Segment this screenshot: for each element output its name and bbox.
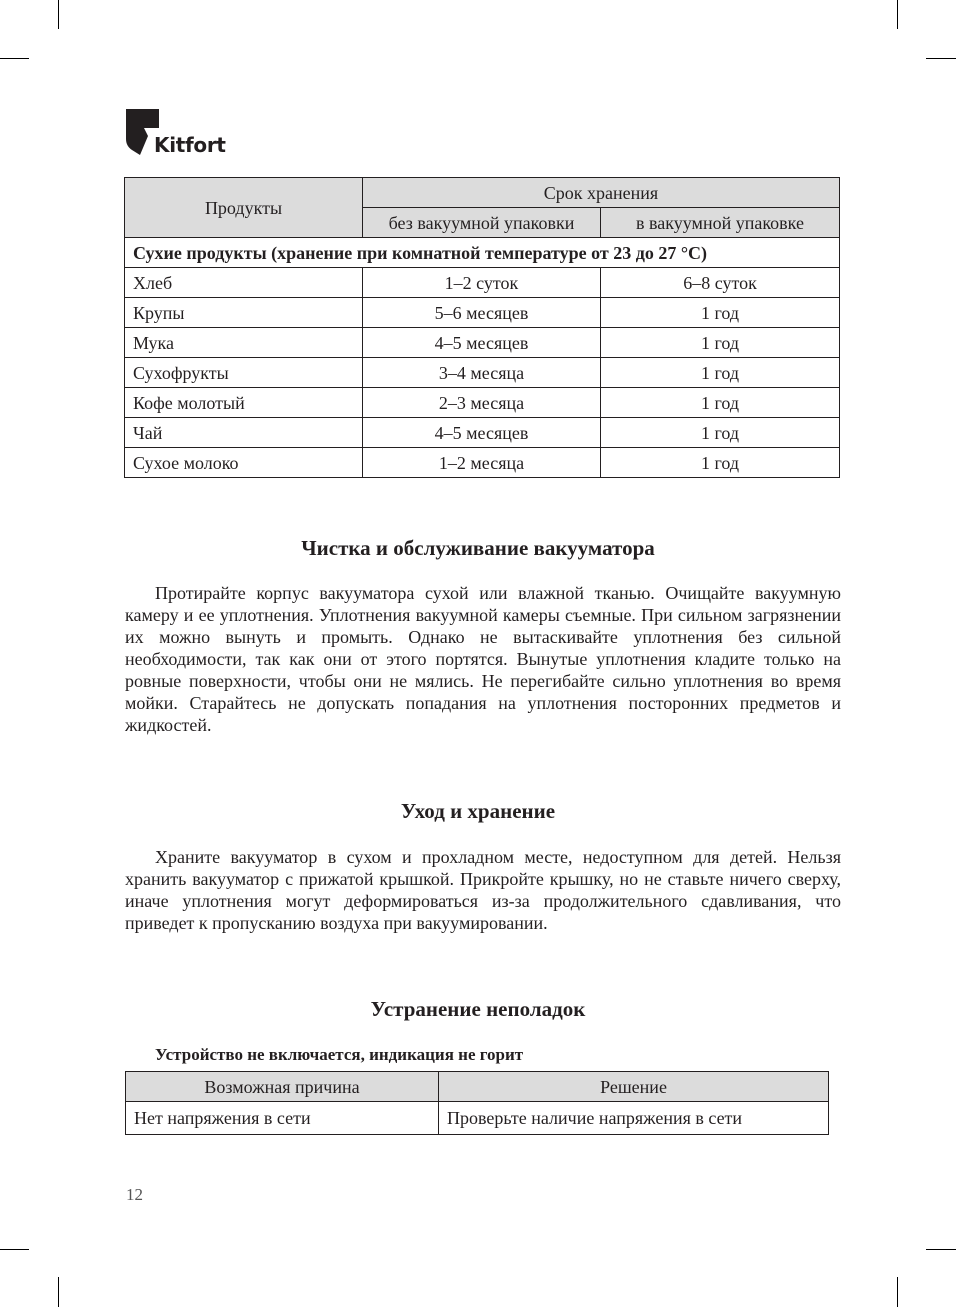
header-cause: Возможная причина — [126, 1072, 439, 1102]
table-row — [125, 358, 840, 388]
header-with-vacuum: в вакуумной упаковке — [601, 208, 840, 238]
table-row — [125, 418, 840, 448]
solution-cell: Проверьте наличие напряжения в сети — [439, 1102, 829, 1135]
table-row — [125, 448, 840, 478]
brand-name: Kitfort — [154, 133, 226, 157]
with-vacuum-cell: 1 год — [601, 328, 840, 358]
without-vacuum-cell: 1–2 суток — [363, 268, 601, 298]
crop-mark — [58, 0, 59, 29]
crop-mark — [897, 1277, 898, 1307]
brand-logo — [126, 109, 226, 159]
without-vacuum-cell: 3–4 месяца — [363, 358, 601, 388]
crop-mark — [926, 1249, 956, 1250]
cleaning-paragraph: Протирайте корпус вакууматора сухой или влажной тканью. Очищайте вакуумную камеру и ее уплотнения. Уплотнения вакуумной камеры съемные. При сильном загрязнении их можно вынуть и промыть. Однако не вытаскивайте уплотнения без сильной необходимости, так как они от этого портятся. Вынутые уплотнения кладите только на ровные поверхности, чтобы они не мялись. Не перегибайте сильно уплотнения во время мойки. Старайтесь не допускать попадания на уплотнения посторонних предметов и жидкостей. — [125, 583, 841, 735]
header-shelf-life: Срок хранения — [363, 178, 840, 208]
crop-mark — [58, 1277, 59, 1307]
with-vacuum-cell: 1 год — [601, 388, 840, 418]
header-without-vacuum: без вакуумной упаковки — [363, 208, 601, 238]
page-number: 12 — [126, 1185, 143, 1204]
cleaning-heading: Чистка и обслуживание вакууматора — [301, 536, 655, 560]
table-row — [125, 388, 840, 418]
header-products: Продукты — [125, 178, 363, 238]
with-vacuum-cell: 1 год — [601, 358, 840, 388]
with-vacuum-cell: 6–8 суток — [601, 268, 840, 298]
product-cell: Хлеб — [125, 268, 363, 298]
product-cell: Кофе молотый — [125, 388, 363, 418]
product-cell: Крупы — [125, 298, 363, 328]
product-cell: Мука — [125, 328, 363, 358]
table-row — [125, 328, 840, 358]
product-cell: Сухофрукты — [125, 358, 363, 388]
product-cell: Сухое молоко — [125, 448, 363, 478]
without-vacuum-cell: 4–5 месяцев — [363, 418, 601, 448]
storage-time-table — [124, 177, 840, 478]
without-vacuum-cell: 5–6 месяцев — [363, 298, 601, 328]
crop-mark — [0, 1249, 29, 1250]
care-storage-paragraph: Храните вакууматор в сухом и прохладном месте, недоступном для детей. Нельзя хранить вакууматор с прижатой крышкой. Прикройте крышку, но не ставьте ничего сверху, иначе уплотнения могут деформироваться из-за продолжительного сдавливания, что приведет к пропусканию воздуха при вакуумировании. — [125, 847, 841, 933]
product-cell: Чай — [125, 418, 363, 448]
table-row — [125, 298, 840, 328]
section-title: Сухие продукты (хранение при комнатной температуре от 23 до 27 °С) — [125, 238, 840, 268]
troubleshooting-heading: Устранение неполадок — [370, 997, 586, 1021]
without-vacuum-cell: 4–5 месяцев — [363, 328, 601, 358]
crop-mark — [897, 0, 898, 29]
table-row — [125, 268, 840, 298]
with-vacuum-cell: 1 год — [601, 418, 840, 448]
with-vacuum-cell: 1 год — [601, 448, 840, 478]
care-storage-heading: Уход и хранение — [400, 799, 556, 823]
crop-mark — [926, 58, 956, 59]
without-vacuum-cell: 2–3 месяца — [363, 388, 601, 418]
without-vacuum-cell: 1–2 месяца — [363, 448, 601, 478]
problem-heading: Устройство не включается, индикация не горит — [155, 1045, 524, 1064]
cause-cell: Нет напряжения в сети — [126, 1102, 439, 1135]
header-solution: Решение — [439, 1072, 829, 1102]
troubleshooting-table — [125, 1071, 829, 1135]
table-row — [126, 1102, 829, 1135]
with-vacuum-cell: 1 год — [601, 298, 840, 328]
crop-mark — [0, 58, 29, 59]
